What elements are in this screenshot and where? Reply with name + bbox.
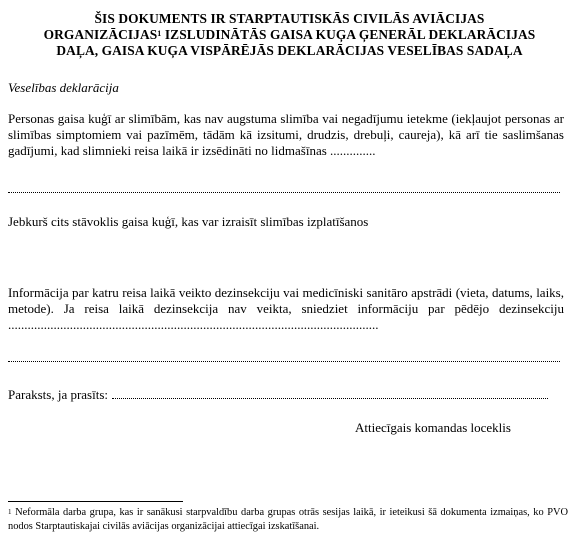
- title-line-3: DAĻA, GAISA KUĢA VISPĀRĒJĀS DEKLARĀCIJAS VESELĪBAS SADAĻA: [56, 43, 523, 58]
- paragraph-other-conditions: Jebkurš cits stāvoklis gaisa kuģī, kas var izraisīt slimības izplatīšanos: [8, 214, 369, 229]
- paragraph-disinsection: [8, 285, 564, 333]
- footnote: [8, 506, 568, 534]
- signature-line[interactable]: [112, 389, 548, 399]
- fill-line-3[interactable]: [8, 360, 560, 362]
- signature-role: Attiecīgais komandas loceklis: [355, 420, 511, 435]
- title-footnote-mark: 1: [157, 29, 162, 38]
- footnote-divider: [8, 501, 183, 502]
- fill-dots-3[interactable]: ..................................................................................................................: [8, 317, 379, 332]
- fill-line-1[interactable]: [8, 191, 560, 193]
- paragraph-disinsection-text: Informācija par katru reisa laikā veikto dezinsekciju vai medicīniski sanitāro apstrādi (vieta, datums, laiks, metode). Ja reisa laikā dezinsekcija nav veikta, sniedziet informāciju par pēdējo dezinsekciju: [8, 285, 564, 316]
- signature-label: Paraksts, ja prasīts:: [8, 387, 109, 402]
- footnote-mark: 1: [8, 508, 12, 516]
- title-line-1: ŠIS DOKUMENTS IR STARPTAUTISKĀS CIVILĀS AVIĀCIJAS: [94, 11, 485, 26]
- title-line-2a: ORGANIZĀCIJAS: [43, 27, 158, 42]
- footnote-text: Neformāla darba grupa, kas ir sanākusi starpvaldību darba grupas otrās sesijas laikā, ir ieteikusi šā dokumenta izmaiņas, ko PVO nodos Starptautiskajai civilās aviācijas organizācijai attiecīgai izskatīšanai.: [8, 507, 568, 532]
- paragraph-ill-persons: [8, 111, 564, 159]
- title-line-2: [0, 27, 579, 43]
- document-title: [0, 11, 579, 59]
- fill-dots-1[interactable]: ..............: [330, 143, 376, 158]
- paragraph-ill-persons-text: Personas gaisa kuģī ar slimībām, kas nav augstuma slimība vai negadījumu ietekme (iekļaujot personas ar slimības simptomiem vai pazīmēm, tādām kā izsitumi, drudzis, drebuļi, caureja), kā arī tie saslimšanas gadījumi, kad slimnieki reisa laikā ir izsēdināti no lidmašīnas: [8, 111, 564, 158]
- section-subtitle: Veselības deklarācija: [8, 80, 119, 95]
- title-line-2b: IZSLUDINĀTĀS GAISA KUĢA ĢENERĀL DEKLARĀCIJAS: [164, 27, 536, 42]
- signature-row: [8, 387, 548, 403]
